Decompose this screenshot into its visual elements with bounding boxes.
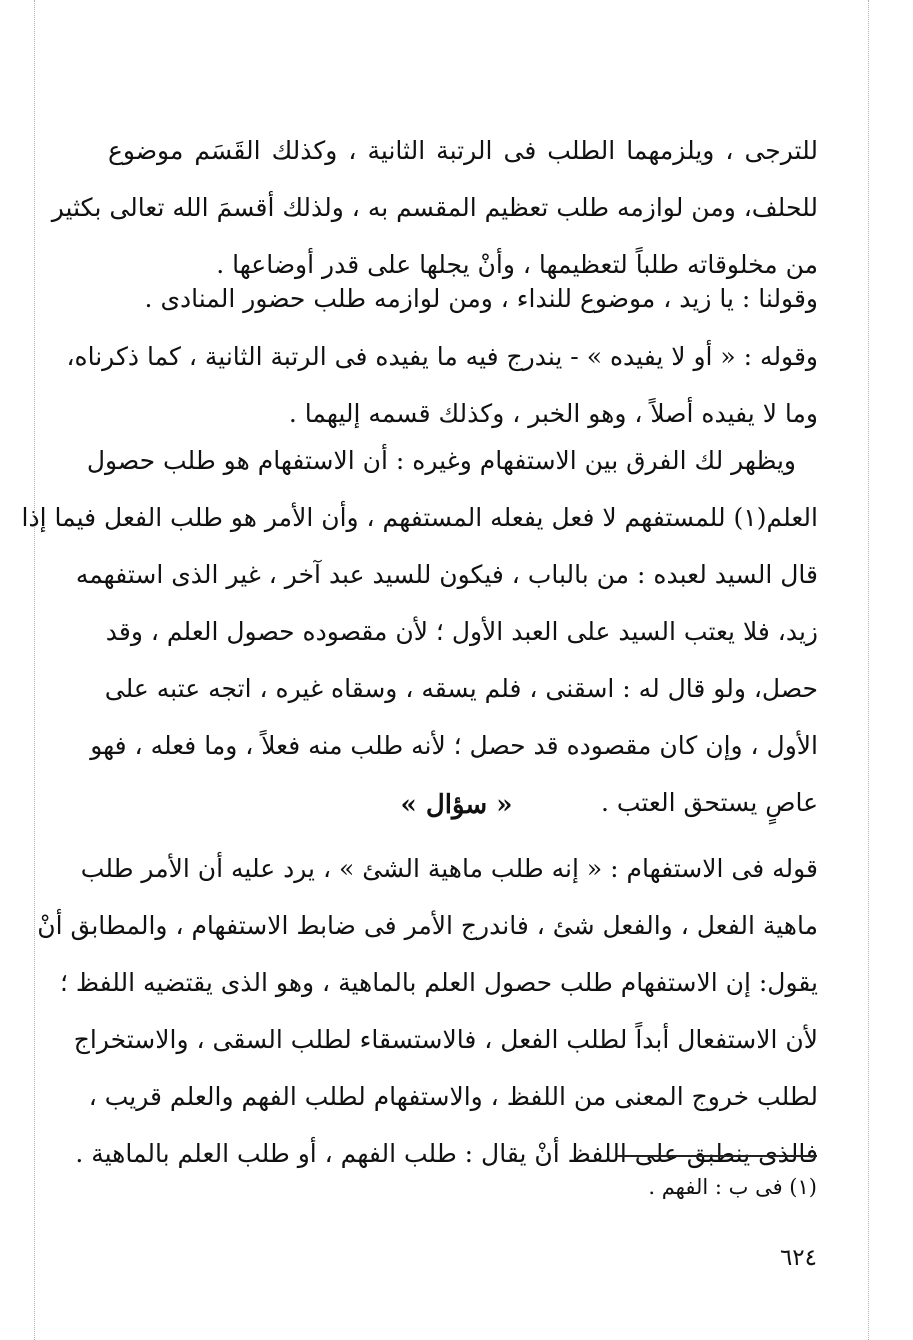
text-line: ويظهر لك الفرق بين الاستفهام وغيره : أن الاستفهام هو طلب حصول [86,446,796,475]
paragraph-5 [37,840,818,1182]
text-line: يقول: إن الاستفهام طلب حصول العلم بالماهية ، وهو الذى يقتضيه اللفظ ؛ [59,968,818,997]
text-line: عاصٍ يستحق العتب . [600,788,818,817]
page-number: ٦٢٤ [779,1245,817,1271]
text-line: قال السيد لعبده : من بالباب ، فيكون للسيد عبد آخر ، غير الذى استفهمه [75,560,818,589]
text-line: من مخلوقاته طلباً لتعظيمها ، وأنْ يجلها على قدر أوضاعها . [216,250,818,279]
right-edge-dots [868,0,869,1340]
text-line: وما لا يفيده أصلاً ، وهو الخبر ، وكذلك قسمه إليهما . [288,399,818,428]
text-line: زيد، فلا يعتب السيد على العبد الأول ؛ لأن مقصوده حصول العلم ، وقد [105,617,818,646]
text-line: للترجى ، ويلزمهما الطلب فى الرتبة الثانية ، وكذلك القَسَم موضوع [108,136,818,165]
section-heading: « سؤال » [400,790,513,820]
footnote-divider [617,1155,817,1157]
text-line: فالذى ينطبق على اللفظ أنْ يقال : طلب الفهم ، أو طلب العلم بالماهية . [75,1139,818,1168]
text-line: حصل، ولو قال له : اسقنى ، فلم يسقه ، وسقاه غيره ، اتجه عتبه على [104,674,818,703]
text-line: وقوله : « أو لا يفيده » - يندرج فيه ما يفيده فى الرتبة الثانية ، كما ذكرناه، [66,342,818,371]
text-line: قوله فى الاستفهام : « إنه طلب ماهية الشئ » ، يرد عليه أن الأمر طلب [80,854,818,883]
text-line: لطلب خروج المعنى من اللفظ ، والاستفهام لطلب الفهم والعلم قريب ، [88,1082,818,1111]
text-line: ماهية الفعل ، والفعل شئ ، فاندرج الأمر فى ضابط الاستفهام ، والمطابق أنْ [37,911,818,940]
paragraph-3 [66,328,818,442]
paragraph-2 [108,270,818,327]
text-line: لأن الاستفعال أبداً لطلب الفعل ، فالاستسقاء لطلب السقى ، والاستخراج [73,1025,818,1054]
left-edge-dots [34,0,35,1340]
footnote: (١) فى ب : الفهم . [648,1175,817,1199]
text-line: وقولنا : يا زيد ، موضوع للنداء ، ومن لوازمه طلب حضور المنادى . [144,284,818,313]
paragraph-4 [21,432,818,831]
text-line: الأول ، وإن كان مقصوده قد حصل ؛ لأنه طلب منه فعلاً ، وما فعله ، فهو [90,731,818,760]
paragraph-1 [51,122,818,293]
text-line: العلم(١) للمستفهم لا فعل يفعله المستفهم ، وأن الأمر هو طلب الفعل فيما إذا [21,503,818,532]
text-line: للحلف، ومن لوازمه طلب تعظيم المقسم به ، ولذلك أقسمَ الله تعالى بكثير [51,193,818,222]
